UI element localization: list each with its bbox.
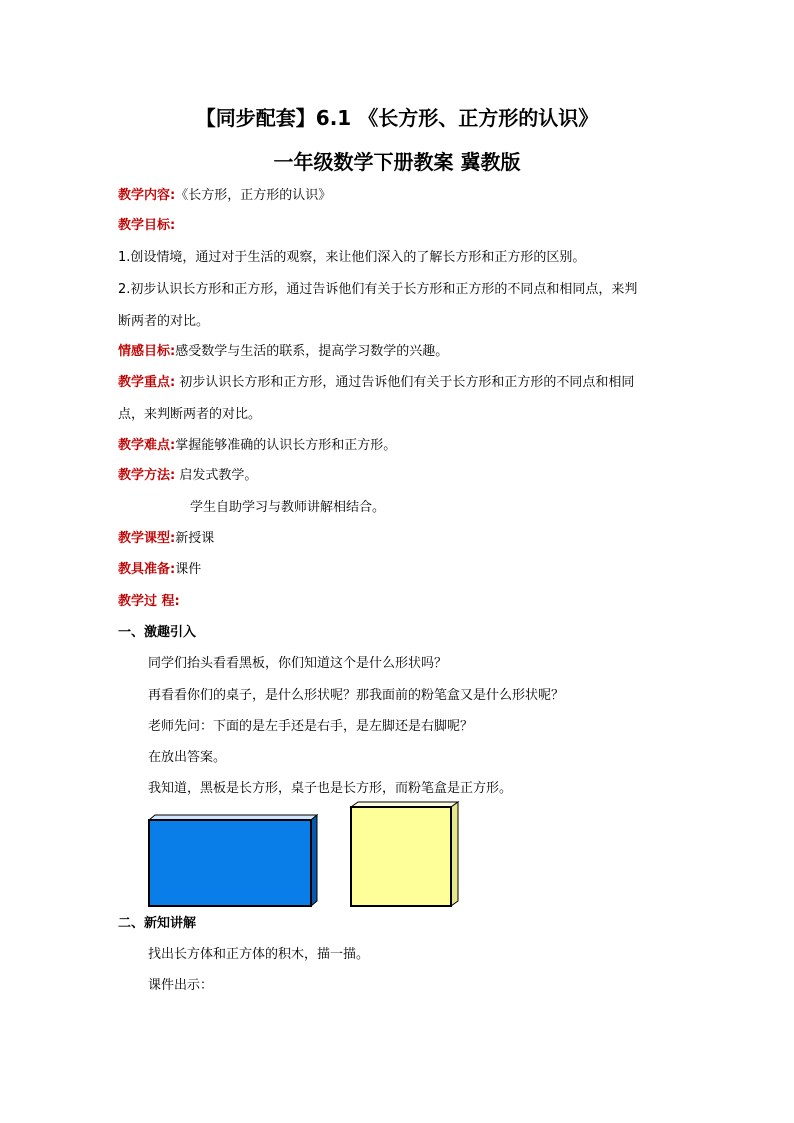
- section1-paragraph-4: 在放出答案。: [148, 750, 227, 765]
- section1-heading: 一、激趣引入: [118, 625, 197, 640]
- difficulty-value: 掌握能够准确的认识长方形和正方形。: [175, 438, 397, 453]
- emotion-goal-value: 感受数学与生活的联系，提高学习数学的兴趣。: [175, 344, 449, 359]
- method-value-1: 启发式教学。: [179, 468, 258, 483]
- section1-paragraph-3: 老师先问：下面的是左手还是右手，是左脚还是右脚呢？: [148, 719, 474, 734]
- section2-paragraph-1: 找出长方体和正方体的积木，描一描。: [148, 947, 370, 962]
- method-value-2: 学生自助学习与教师讲解相结合。: [190, 500, 386, 515]
- doc-title-line2: 一年级数学下册教案 冀教版: [273, 150, 521, 174]
- doc-title-line1: 【同步配套】6.1 《长方形、正方形的认识》: [195, 106, 599, 130]
- teaching-content-line: [118, 187, 331, 205]
- section1-paragraph-2: 再看看你们的桌子，是什么形状呢？那我面前的粉笔盒又是什么形状呢？: [148, 688, 565, 703]
- key-point-line-b: 点，来判断两者的对比。: [118, 407, 262, 422]
- goal-2-line-a: 2.初步认识长方形和正方形，通过告诉他们有关于长方形和正方形的不同点和相同点，来判: [118, 282, 638, 297]
- method-label: 教学方法:: [118, 468, 176, 483]
- emotion-goal-label: 情感目标:: [118, 344, 176, 359]
- process-heading: [118, 593, 180, 611]
- section1-paragraph-1: 同学们抬头看看黑板，你们知道这个是什么形状吗？: [148, 656, 448, 671]
- teaching-content-label: 教学内容:: [118, 188, 176, 203]
- blue-rectangle-figure: [146, 814, 318, 908]
- goal-1: 1.创设情境，通过对于生活的观察，来让他们深入的了解长方形和正方形的区别。: [118, 250, 586, 265]
- section2-heading: 二、新知讲解: [118, 916, 197, 931]
- key-point-value-a: 初步认识长方形和正方形，通过告诉他们有关于长方形和正方形的不同点和相同: [179, 375, 635, 390]
- teaching-goals-heading: [118, 217, 175, 235]
- tools-label: 教具准备:: [118, 562, 176, 577]
- difficulty-label: 教学难点:: [118, 438, 176, 453]
- tools-line: [118, 561, 201, 579]
- teaching-goals-label: 教学目标:: [118, 218, 176, 233]
- key-point-label: 教学重点:: [118, 375, 176, 390]
- yellow-square-figure: [348, 800, 462, 910]
- lesson-type-value: 新授课: [175, 531, 215, 546]
- difficulty-line: [118, 437, 396, 455]
- section2-paragraph-2: 课件出示：: [148, 978, 214, 993]
- emotion-goal-line: [118, 343, 448, 361]
- square-front-face: [351, 807, 451, 906]
- teaching-content-value: 《长方形，正方形的认识》: [175, 188, 332, 203]
- tools-value: 课件: [175, 562, 202, 577]
- square-side-face: [451, 802, 458, 906]
- goal-2-line-b: 断两者的对比。: [118, 314, 210, 329]
- lesson-type-label: 教学课型:: [118, 531, 176, 546]
- section1-paragraph-5: 我知道，黑板是长方形，桌子也是长方形，而粉笔盒是正方形。: [148, 781, 513, 796]
- rectangle-front-face: [149, 820, 311, 906]
- lesson-type-line: [118, 530, 214, 548]
- method-line: [118, 467, 257, 485]
- process-label: 教学过 程:: [118, 594, 180, 609]
- key-point-line-a: [118, 374, 634, 392]
